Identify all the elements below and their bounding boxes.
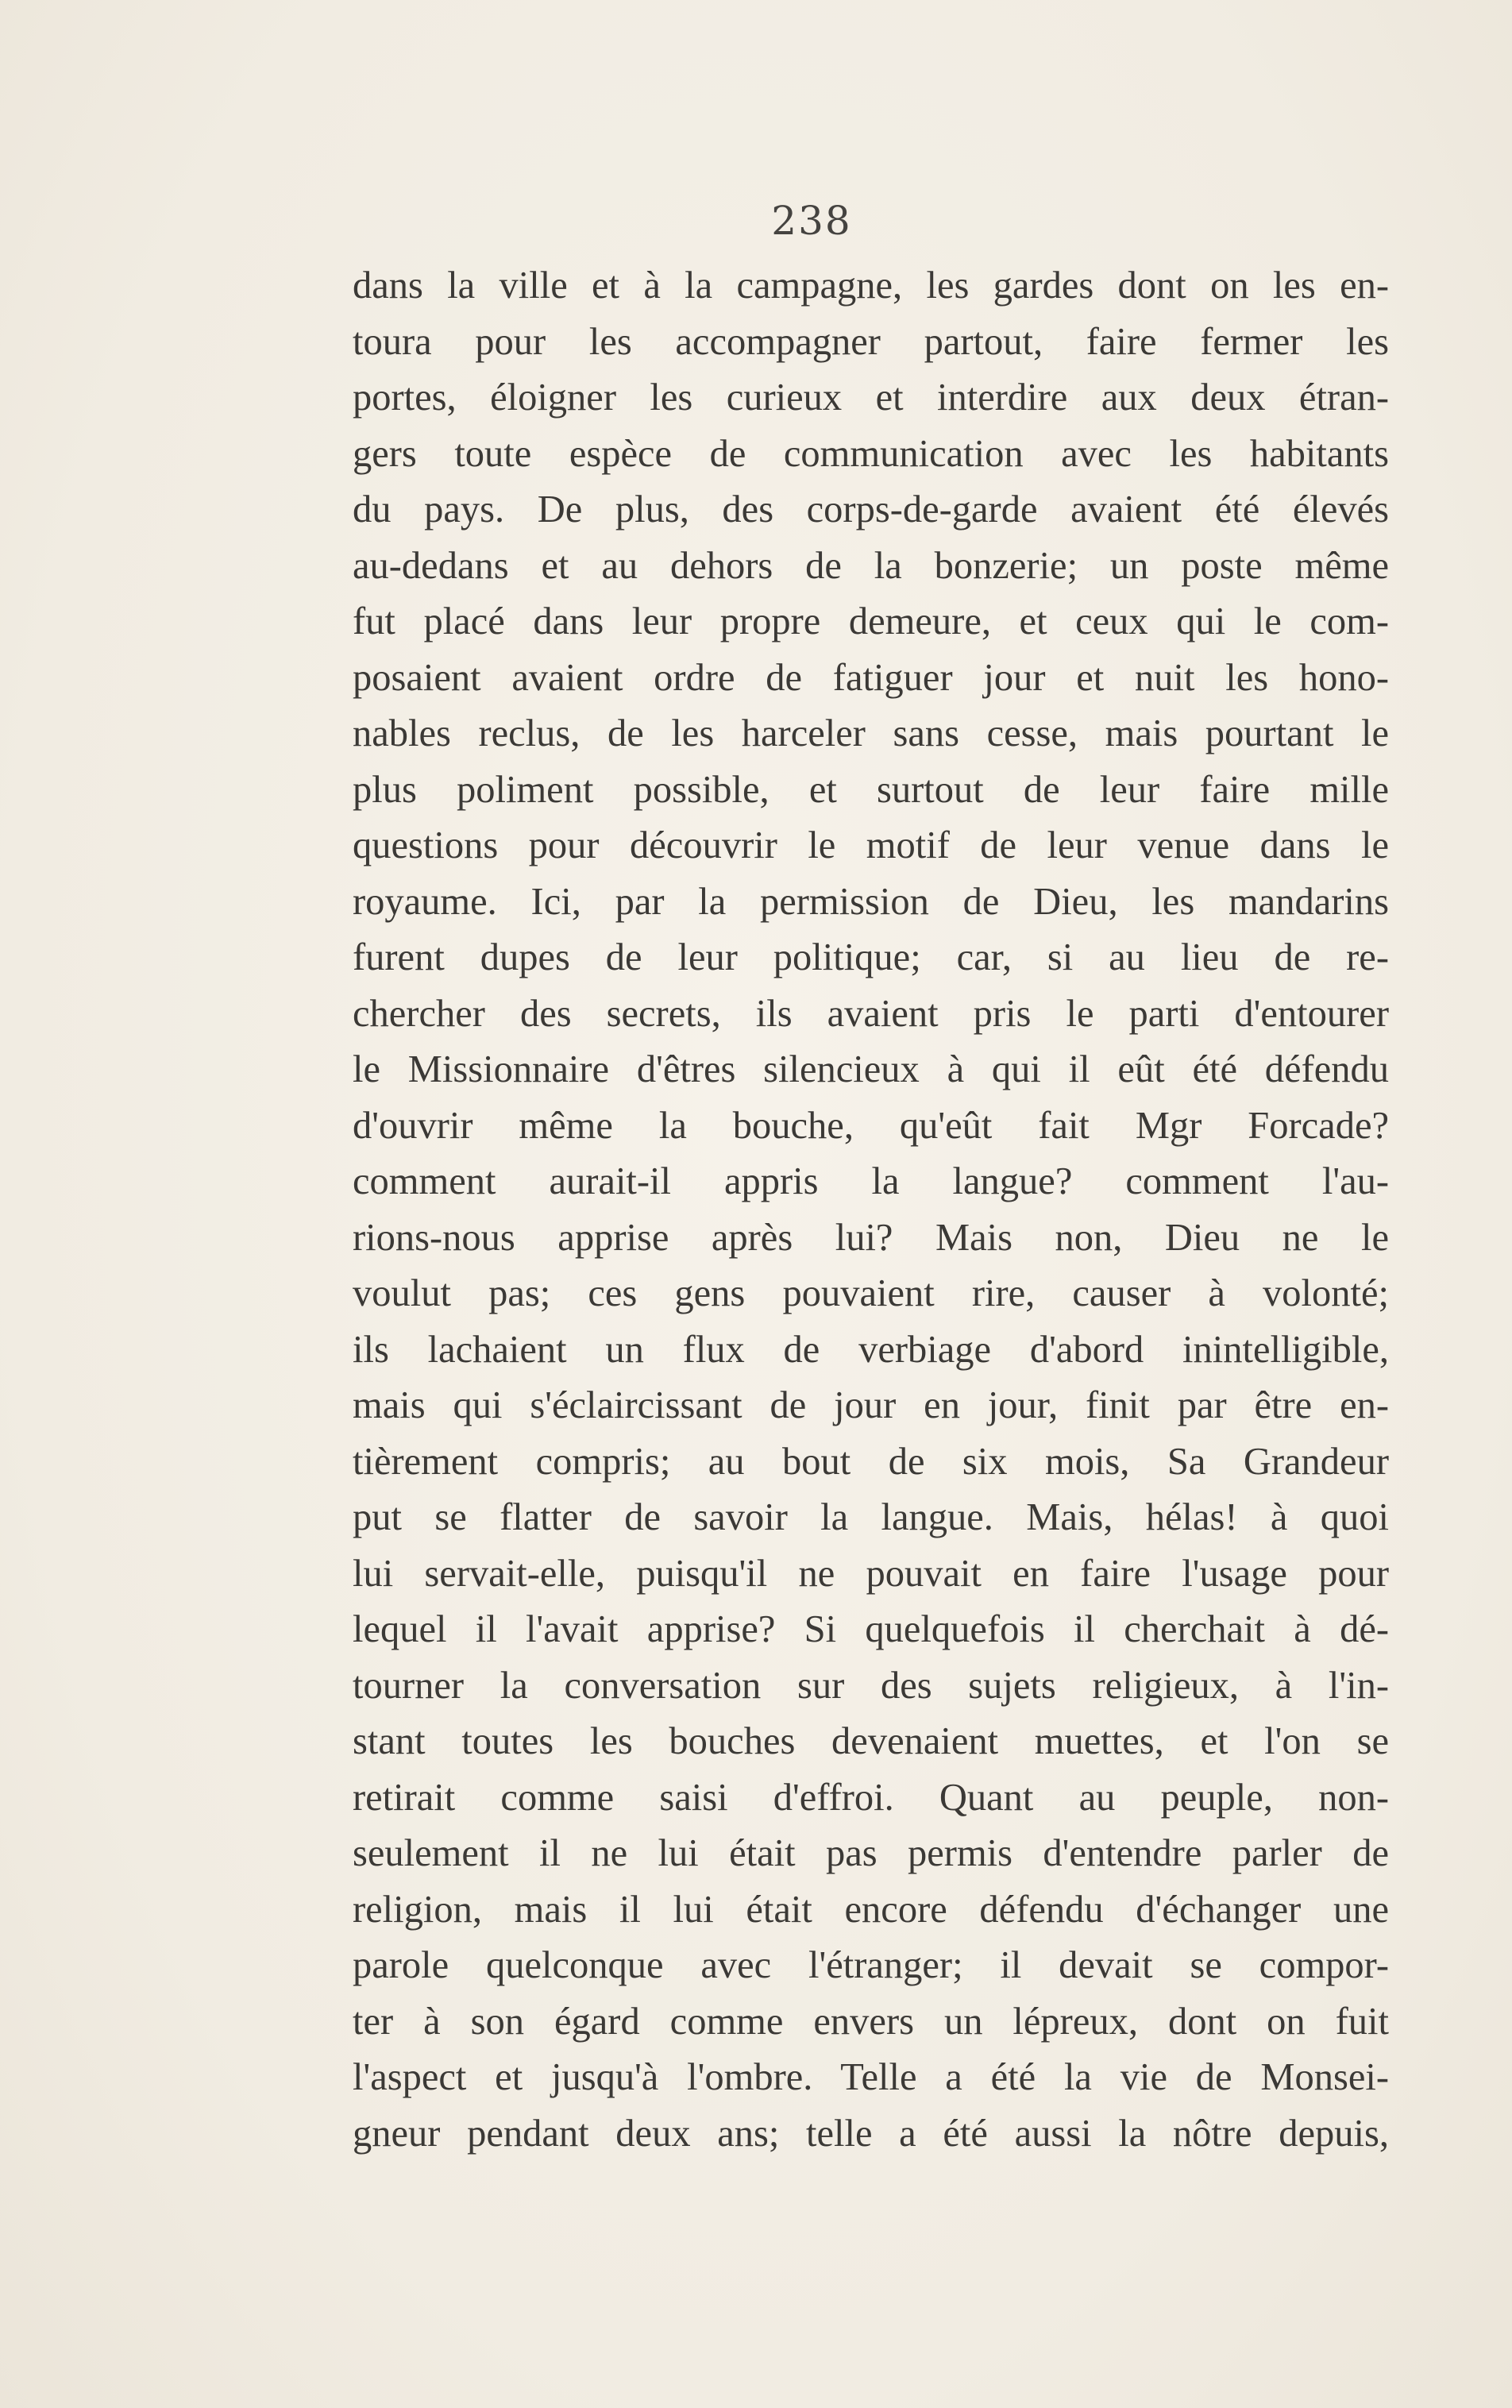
text-line: gers toute espèce de communication avec les habitants (353, 432, 1389, 475)
text-line: portes, éloigner les curieux et interdire aux deux étran- (353, 376, 1389, 419)
body-text (353, 258, 1389, 2162)
text-line: rions-nous apprise après lui? Mais non, Dieu ne le (353, 1216, 1389, 1259)
text-line: du pays. De plus, des corps-de-garde avaient été élevés (353, 488, 1389, 531)
text-line: religion, mais il lui était encore défendu d'échanger une (353, 1888, 1389, 1931)
text-line: put se flatter de savoir la langue. Mais, hélas! à quoi (353, 1496, 1389, 1538)
text-line: d'ouvrir même la bouche, qu'eût fait Mgr Forcade? (353, 1104, 1389, 1147)
text-line: seulement il ne lui était pas permis d'entendre parler de (353, 1832, 1389, 1874)
text-line: voulut pas; ces gens pouvaient rire, causer à volonté; (353, 1272, 1389, 1314)
text-line: furent dupes de leur politique; car, si au lieu de re- (353, 936, 1389, 978)
text-line: chercher des secrets, ils avaient pris le parti d'entourer (353, 992, 1389, 1035)
text-line: ter à son égard comme envers un lépreux, dont on fuit (353, 2000, 1389, 2043)
text-line: plus poliment possible, et surtout de leur faire mille (353, 768, 1389, 811)
text-line: lequel il l'avait apprise? Si quelquefois il cherchait à dé- (353, 1608, 1389, 1650)
text-line: toura pour les accompagner partout, faire fermer les (353, 320, 1389, 363)
text-line: posaient avaient ordre de fatiguer jour et nuit les hono- (353, 656, 1389, 699)
page-number: 238 (771, 198, 852, 244)
text-line: comment aurait-il appris la langue? comment l'au- (353, 1160, 1389, 1202)
text-line: royaume. Ici, par la permission de Dieu, les mandarins (353, 880, 1389, 923)
text-line: ils lachaient un flux de verbiage d'abord inintelligible, (353, 1328, 1389, 1371)
text-line: au-dedans et au dehors de la bonzerie; un poste même (353, 544, 1389, 587)
text-line: gneur pendant deux ans; telle a été aussi la nôtre depuis, (353, 2112, 1389, 2155)
text-line: questions pour découvrir le motif de leur venue dans le (353, 824, 1389, 866)
text-line: tièrement compris; au bout de six mois, Sa Grandeur (353, 1440, 1389, 1483)
text-line: retirait comme saisi d'effroi. Quant au peuple, non- (353, 1776, 1389, 1819)
text-line: nables reclus, de les harceler sans cesse, mais pourtant le (353, 712, 1389, 754)
text-line: fut placé dans leur propre demeure, et ceux qui le com- (353, 600, 1389, 643)
text-line: le Missionnaire d'êtres silencieux à qui il eût été défendu (353, 1048, 1389, 1090)
text-line: parole quelconque avec l'étranger; il devait se compor- (353, 1944, 1389, 1986)
text-line: tourner la conversation sur des sujets religieux, à l'in- (353, 1664, 1389, 1707)
text-line: mais qui s'éclaircissant de jour en jour, finit par être en- (353, 1384, 1389, 1426)
text-line: l'aspect et jusqu'à l'ombre. Telle a été la vie de Monsei- (353, 2056, 1389, 2098)
text-line: lui servait-elle, puisqu'il ne pouvait en faire l'usage pour (353, 1552, 1389, 1595)
text-line: dans la ville et à la campagne, les gardes dont on les en- (353, 264, 1389, 307)
text-line: stant toutes les bouches devenaient muettes, et l'on se (353, 1720, 1389, 1762)
